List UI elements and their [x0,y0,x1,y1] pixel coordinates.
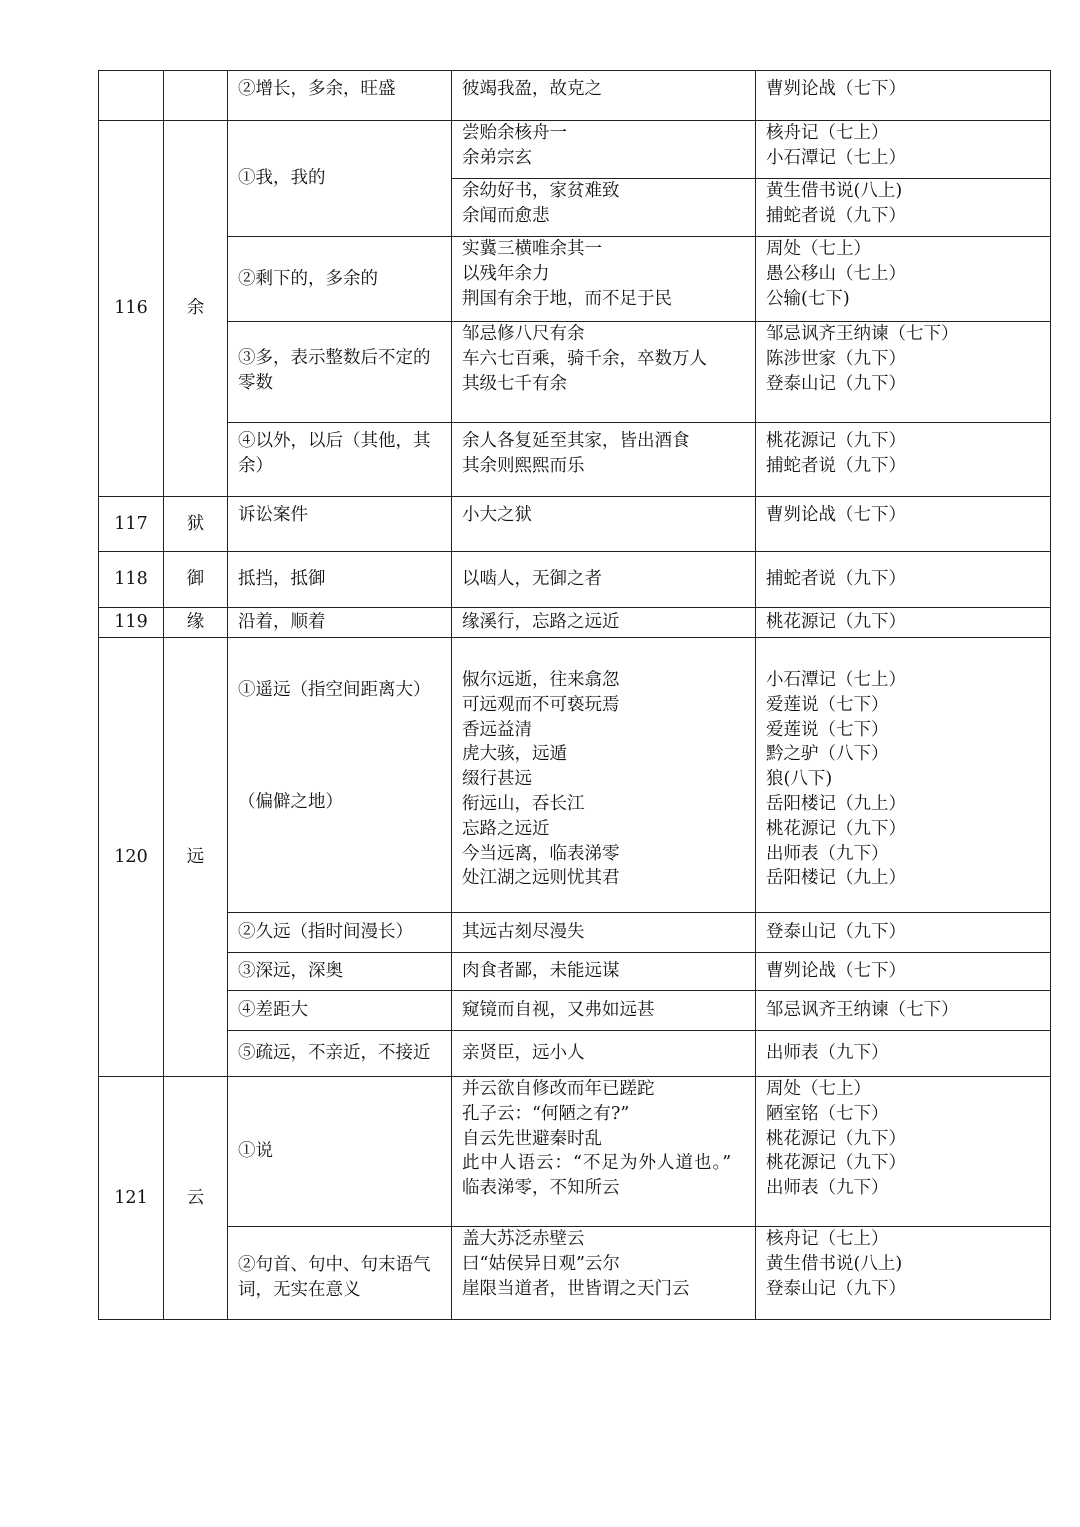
source-line: 爱莲说（七下） [766,694,889,715]
meaning-text: ③深远，深奥 [238,961,343,982]
source-line: 桃花源记（九下） [766,1153,906,1174]
sources-cell [756,638,1051,913]
meaning-text: ③多，表示整数后不定的零数 [238,348,431,393]
meaning-text: ②增长，多余，旺盛 [238,79,396,99]
meaning-text: ①遥远（指空间距离大） [238,680,431,700]
examples-cell [452,1227,756,1320]
meaning-subtext: （偏僻之地） [238,791,343,812]
example-line: 车六七百乘，骑千余，卒数万人 [462,348,707,369]
example-line: 余人各复延至其家，皆出酒食 [462,431,690,451]
source-line: 愚公移山（七上） [766,263,906,284]
sources-cell [756,237,1051,322]
sources-cell [756,1031,1051,1077]
example-line: 临表涕零，不知所云 [462,1178,620,1199]
source-line: 小石潭记（七上） [766,670,906,690]
source-line: 捕蛇者说（九下） [766,455,906,476]
source-line: 登泰山记（九下） [766,922,906,943]
source-line: 岳阳楼记（九上） [766,793,906,814]
source-line: 黔之驴（八下） [766,744,889,765]
sources-cell [756,423,1051,497]
table-row [99,913,1051,953]
examples-cell [452,237,756,322]
table-row [99,497,1051,552]
source-line: 桃花源记（九下） [766,612,906,633]
source-line: 爱莲说（七下） [766,719,889,740]
source-line: 出师表（九下） [766,1178,889,1199]
meaning-text: ①我，我的 [238,168,326,189]
meaning-cell [228,608,452,638]
meaning-text: 沿着，顺着 [238,612,326,633]
meaning-cell [228,1227,452,1320]
sources-cell [756,953,1051,991]
entry-number: 120 [99,638,164,1077]
sources-cell [756,1227,1051,1320]
meaning-text: ④以外，以后（其他，其余） [238,431,431,476]
meaning-cell [228,423,452,497]
source-line: 小石潭记（七上） [766,147,906,168]
sources-cell [756,121,1051,179]
sources-cell [756,497,1051,552]
example-line: 实冀三横唯余其一 [462,239,602,259]
entry-character: 缘 [164,608,228,638]
meaning-text: ②久远（指时间漫长） [238,922,413,943]
meaning-text: ①说 [238,1141,273,1162]
sources-cell [756,608,1051,638]
source-line: 曹刿论战（七下） [766,79,906,99]
source-line: 桃花源记（九下） [766,431,906,451]
example-line: 衔远山，吞长江 [462,793,585,814]
table-row [99,953,1051,991]
source-line: 邹忌讽齐王纳谏（七下） [766,324,959,344]
example-line: 崖限当道者，世皆谓之天门云 [462,1278,690,1299]
source-line: 核舟记（七上） [766,123,889,143]
meaning-text: 诉讼案件 [238,505,308,525]
meaning-cell [228,121,452,237]
meaning-text: ②句首、句中、句末语气词，无实在意义 [238,1255,431,1300]
source-line: 核舟记（七上） [766,1229,889,1249]
source-line: 出师表（九下） [766,843,889,864]
examples-cell [452,552,756,608]
table-row [99,608,1051,638]
source-line: 出师表（九下） [766,1043,889,1064]
table-row [99,1077,1051,1227]
example-line: 缀行甚远 [462,769,532,790]
source-line: 陋室铭（七下） [766,1103,889,1124]
source-line: 桃花源记（九下） [766,1128,906,1149]
meaning-cell [228,638,452,913]
example-line: 盖大苏泛赤壁云 [462,1229,585,1249]
sources-cell [756,552,1051,608]
entry-character: 云 [164,1077,228,1320]
entry-character: 御 [164,552,228,608]
example-line: 以残年余力 [462,263,550,284]
example-line: 余闻而愈悲 [462,205,550,226]
meaning-cell [228,71,452,121]
table-row [99,1227,1051,1320]
example-line: 余幼好书，家贫难致 [462,181,620,201]
source-line: 登泰山记（九下） [766,1278,906,1299]
example-line: 可远观而不可亵玩焉 [462,694,620,715]
source-line: 黄生借书说(八上) [766,181,903,201]
table-row [99,991,1051,1031]
sources-cell [756,71,1051,121]
example-line: 俶尔远逝，往来翕忽 [462,670,620,690]
source-line: 邹忌讽齐王纳谏（七下） [766,1000,959,1021]
example-line: 尝贻余核舟一 [462,123,567,143]
meaning-cell [228,237,452,322]
table-row [99,552,1051,608]
source-line: 桃花源记（九下） [766,818,906,839]
source-line: 捕蛇者说（九下） [766,205,906,226]
source-line: 周处（七上） [766,239,871,259]
meaning-cell [228,1031,452,1077]
source-line: 捕蛇者说（九下） [766,569,906,590]
vocabulary-table [98,70,1051,1320]
examples-cell [452,322,756,423]
source-line: 登泰山记（九下） [766,373,906,394]
source-line: 陈涉世家（九下） [766,348,906,369]
examples-cell [452,638,756,913]
examples-cell [452,953,756,991]
examples-cell [452,608,756,638]
example-line: 余弟宗玄 [462,147,532,168]
example-line: 自云先世避秦时乱 [462,1128,602,1149]
examples-cell [452,423,756,497]
table-row [99,237,1051,322]
table-row [99,71,1051,121]
examples-cell [452,179,756,237]
examples-cell [452,1077,756,1227]
examples-cell [452,497,756,552]
examples-cell [452,913,756,953]
entry-character: 余 [164,121,228,497]
example-line: 香远益清 [462,719,532,740]
examples-cell [452,1031,756,1077]
example-line: 其远古刻尽漫失 [462,922,585,943]
table-row [99,121,1051,179]
example-line: 此中人语云：“不足为外人道也。” [462,1153,733,1174]
examples-cell [452,991,756,1031]
meaning-cell [228,322,452,423]
source-line: 黄生借书说(八上) [766,1253,903,1274]
entry-number [99,71,164,121]
example-line: 亲贤臣，远小人 [462,1043,585,1064]
entry-number: 121 [99,1077,164,1320]
entry-character [164,71,228,121]
table-row [99,423,1051,497]
example-line: 其级七千有余 [462,373,567,394]
example-line: 处江湖之远则忧其君 [462,868,620,889]
example-line: 并云欲自修改而年已蹉跎 [462,1079,655,1099]
entry-character: 狱 [164,497,228,552]
meaning-text: ②剩下的，多余的 [238,268,378,289]
example-line: 虎大骇，远遁 [462,744,567,765]
example-line: 肉食者鄙，未能远谋 [462,961,620,982]
meaning-cell [228,1077,452,1227]
source-line: 公输(七下) [766,288,850,309]
examples-cell [452,71,756,121]
sources-cell [756,322,1051,423]
example-line: 小大之狱 [462,505,532,525]
example-line: 缘溪行，忘路之远近 [462,612,620,633]
example-line: 曰“姑侯异日观”云尔 [462,1253,620,1274]
sources-cell [756,1077,1051,1227]
example-line: 今当远离，临表涕零 [462,843,620,864]
meaning-cell [228,991,452,1031]
meaning-cell [228,953,452,991]
table-row [99,638,1051,913]
entry-character: 远 [164,638,228,1077]
source-line: 曹刿论战（七下） [766,961,906,982]
source-line: 狼(八下) [766,769,833,790]
example-line: 窥镜而自视，又弗如远甚 [462,1000,655,1021]
entry-number: 119 [99,608,164,638]
example-line: 荆国有余于地，而不足于民 [462,288,672,309]
table-row [99,1031,1051,1077]
example-line: 彼竭我盈，故克之 [462,79,602,99]
table-row [99,322,1051,423]
source-line: 曹刿论战（七下） [766,505,906,525]
source-line: 周处（七上） [766,1079,871,1099]
sources-cell [756,179,1051,237]
entry-number: 117 [99,497,164,552]
meaning-cell [228,913,452,953]
entry-number: 116 [99,121,164,497]
sources-cell [756,913,1051,953]
example-line: 忘路之远近 [462,818,550,839]
source-line: 岳阳楼记（九上） [766,868,906,889]
example-line: 以啮人，无御之者 [462,569,602,590]
meaning-text: ④差距大 [238,1000,308,1021]
example-line: 其余则熙熙而乐 [462,455,585,476]
examples-cell [452,121,756,179]
meaning-cell [228,497,452,552]
entry-number: 118 [99,552,164,608]
example-line: 邹忌修八尺有余 [462,324,585,344]
meaning-cell [228,552,452,608]
meaning-text: 抵挡，抵御 [238,569,326,590]
sources-cell [756,991,1051,1031]
example-line: 孔子云：“何陋之有?” [462,1103,630,1124]
meaning-text: ⑤疏远，不亲近，不接近 [238,1043,431,1064]
